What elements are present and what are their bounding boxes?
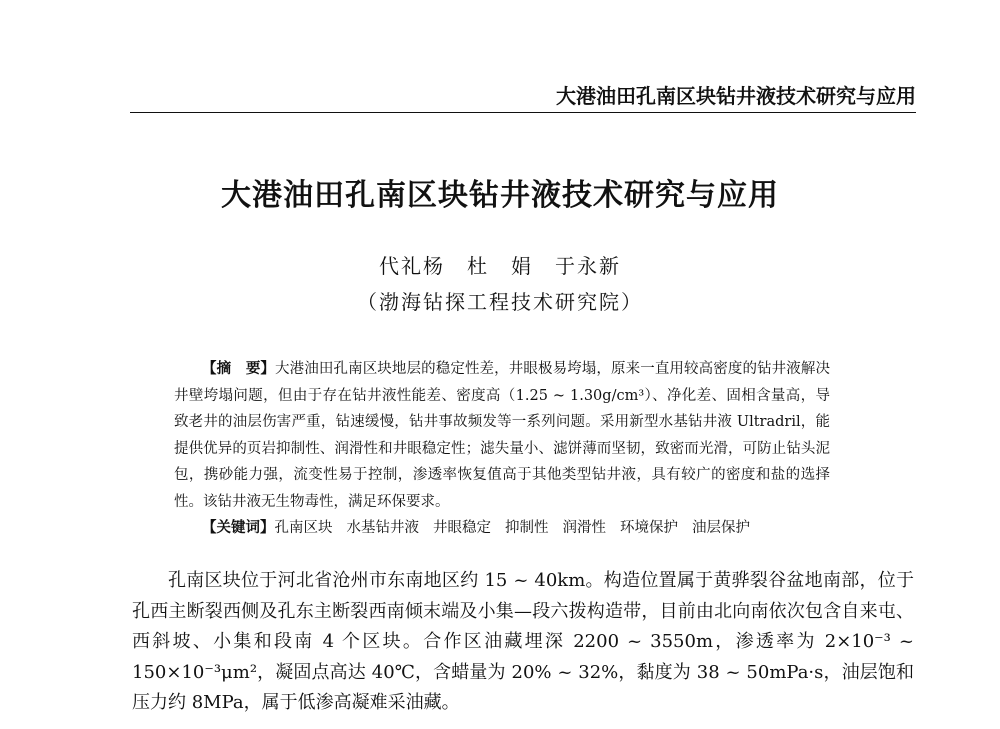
header-rule [130, 112, 916, 113]
keywords-label: 【关键词】 [202, 520, 275, 536]
keyword: 润滑性 [562, 520, 606, 536]
keyword: 环境保护 [620, 520, 678, 536]
abstract-paragraph [174, 356, 830, 515]
keyword: 孔南区块 [274, 520, 333, 536]
running-header: 大港油田孔南区块钻井液技术研究与应用 [556, 84, 916, 108]
article-title: 大港油田孔南区块钻井液技术研究与应用 [221, 178, 779, 213]
body-text [132, 566, 914, 719]
keyword: 水基钻井液 [346, 520, 419, 536]
keywords-line [174, 515, 830, 542]
author-list: 代礼杨 杜 娟 于永新 [379, 254, 621, 278]
body-paragraph: 孔南区块位于河北省沧州市东南地区约 15 ~ 40km。构造位置属于黄骅裂谷盆地南部，位于孔西主断裂西侧及孔东主断裂西南倾末端及小集—段六拨构造带，目前由北向南依次包含自来屯、西斜坡、小集和段南 4 个区块。合作区油藏埋深 2200 ~ 3550m，渗透率为 2×10⁻³ ~ 150×10⁻³μm²，凝固点高达 40℃，含蜡量为 20% ~ 32%，黏度为 38 ~ 50mPa·s，油层饱和压力约 8MPa，属于低渗高凝难采油藏。 [132, 570, 914, 713]
author-affiliation: （渤海钻探工程技术研究院） [357, 290, 643, 314]
abstract-label: 【摘 要】 [202, 361, 276, 377]
abstract-text: 大港油田孔南区块地层的稳定性差，井眼极易垮塌，原来一直用较高密度的钻井液解决井壁垮塌问题，但由于存在钻井液性能差、密度高（1.25 ~ 1.30g/cm³）、净化差、固相含量高，导致老井的油层伤害严重，钻速缓慢，钻井事故频发等一系列问题。采用新型水基钻井液 Ultradril，能提供优异的页岩抑制性、润滑性和井眼稳定性；滤失量小、滤饼薄而坚韧，致密而光滑，可防止钻头泥包，携砂能力强，流变性易于控制，渗透率恢复值高于其他类型钻井液，具有较广的密度和盐的选择性。该钻井液无生物毒性，满足环保要求。 [174, 361, 831, 510]
keyword: 抑制性 [505, 520, 549, 536]
keyword: 井眼稳定 [433, 520, 491, 536]
abstract-block [174, 356, 830, 542]
keyword: 油层保护 [692, 520, 750, 536]
